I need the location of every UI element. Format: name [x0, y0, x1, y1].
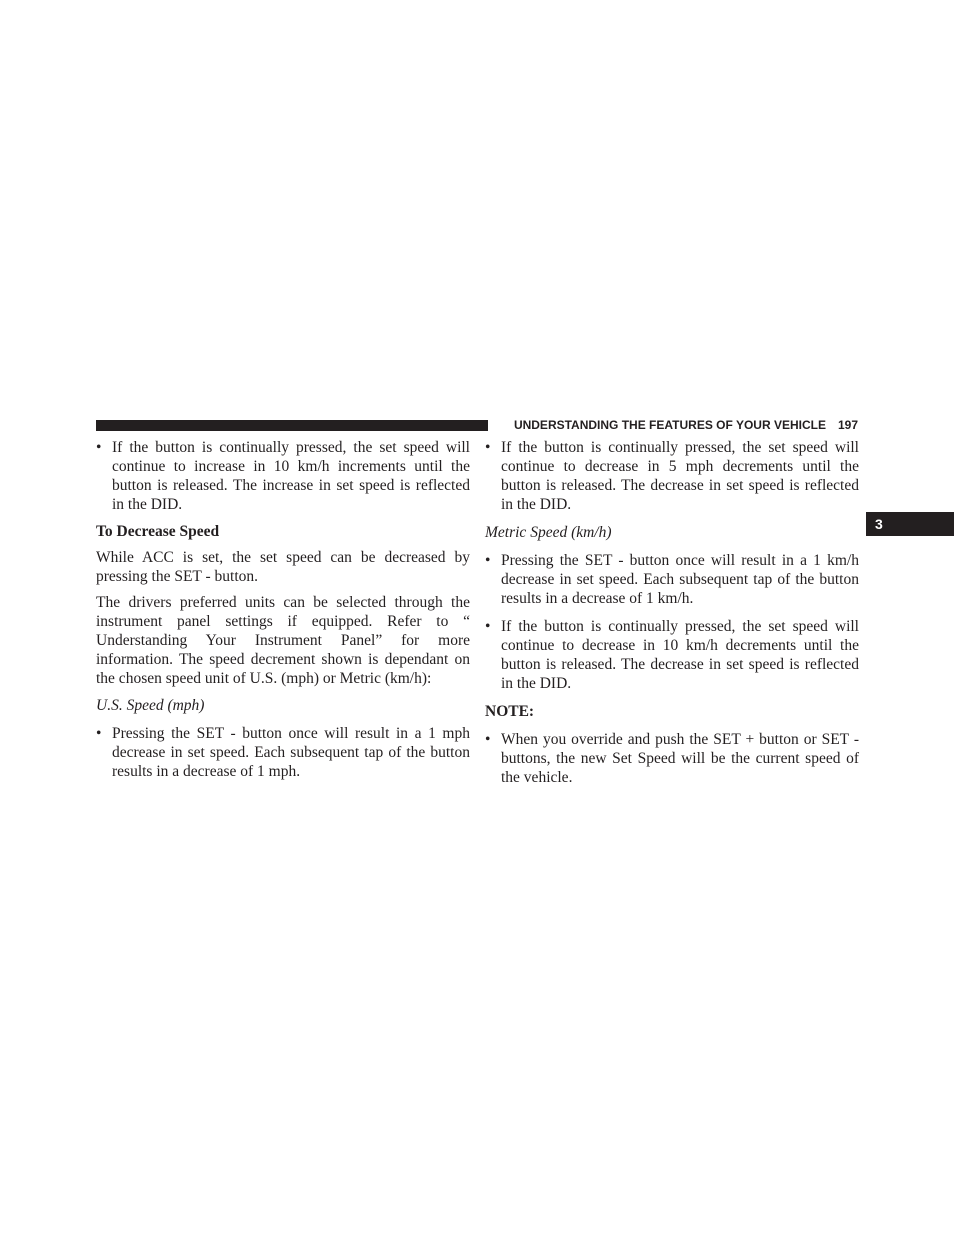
- section-title: UNDERSTANDING THE FEATURES OF YOUR VEHICLE: [513, 418, 826, 432]
- list-item: [485, 438, 859, 514]
- header-rule: [96, 420, 488, 431]
- paragraph: The drivers preferred units can be selected through the instrument panel settings if equipped. Refer to “ Understanding Your Instrument Panel” for more information. The speed decrement shown is dependant on the chosen speed unit of U.S. (mph) or Metric (km/h):: [96, 594, 470, 687]
- list-item: [96, 438, 470, 514]
- chapter-tab: 3: [866, 512, 954, 536]
- heading-decrease-speed: To Decrease Speed: [96, 523, 220, 540]
- list-item: [485, 617, 859, 693]
- list-item-text: If the button is continually pressed, the set speed will continue to decrease in 10 km/h decrements until the button is released. The decrease in set speed is reflected in the DID.: [501, 618, 859, 692]
- list-item-text: If the button is continually pressed, the set speed will continue to decrease in 5 mph decrements until the button is released. The decrease in set speed is reflected in the DID.: [501, 439, 859, 513]
- bullet-icon: •: [96, 439, 102, 456]
- left-column: [96, 438, 470, 781]
- bullet-icon: •: [96, 725, 102, 742]
- list-item-text: Pressing the SET - button once will result in a 1 km/h decrease in set speed. Each subsequent tap of the button results in a decrease of 1 km/h.: [501, 552, 859, 607]
- page-number: 197: [837, 418, 858, 432]
- bullet-icon: •: [485, 731, 491, 748]
- list-item-text: Pressing the SET - button once will result in a 1 mph decrease in set speed. Each subsequent tap of the button results in a decrease of 1 mph.: [112, 725, 470, 780]
- bullet-icon: •: [485, 618, 491, 635]
- list-item: [96, 724, 470, 781]
- heading-note: NOTE:: [485, 703, 535, 720]
- heading-metric-speed: Metric Speed (km/h): [485, 524, 612, 541]
- heading-us-speed: U.S. Speed (mph): [96, 697, 205, 714]
- bullet-icon: •: [485, 552, 491, 569]
- list-item-text: If the button is continually pressed, the set speed will continue to increase in 10 km/h increments until the button is released. The increase in set speed is reflected in the DID.: [112, 439, 470, 513]
- list-item: [485, 551, 859, 608]
- paragraph: While ACC is set, the set speed can be decreased by pressing the SET - button.: [96, 549, 470, 585]
- list-item: [485, 730, 859, 787]
- running-header: [498, 417, 858, 433]
- right-column: [485, 438, 859, 787]
- bullet-icon: •: [485, 439, 491, 456]
- list-item-text: When you override and push the SET + button or SET - buttons, the new Set Speed will be the current speed of the vehicle.: [501, 731, 859, 786]
